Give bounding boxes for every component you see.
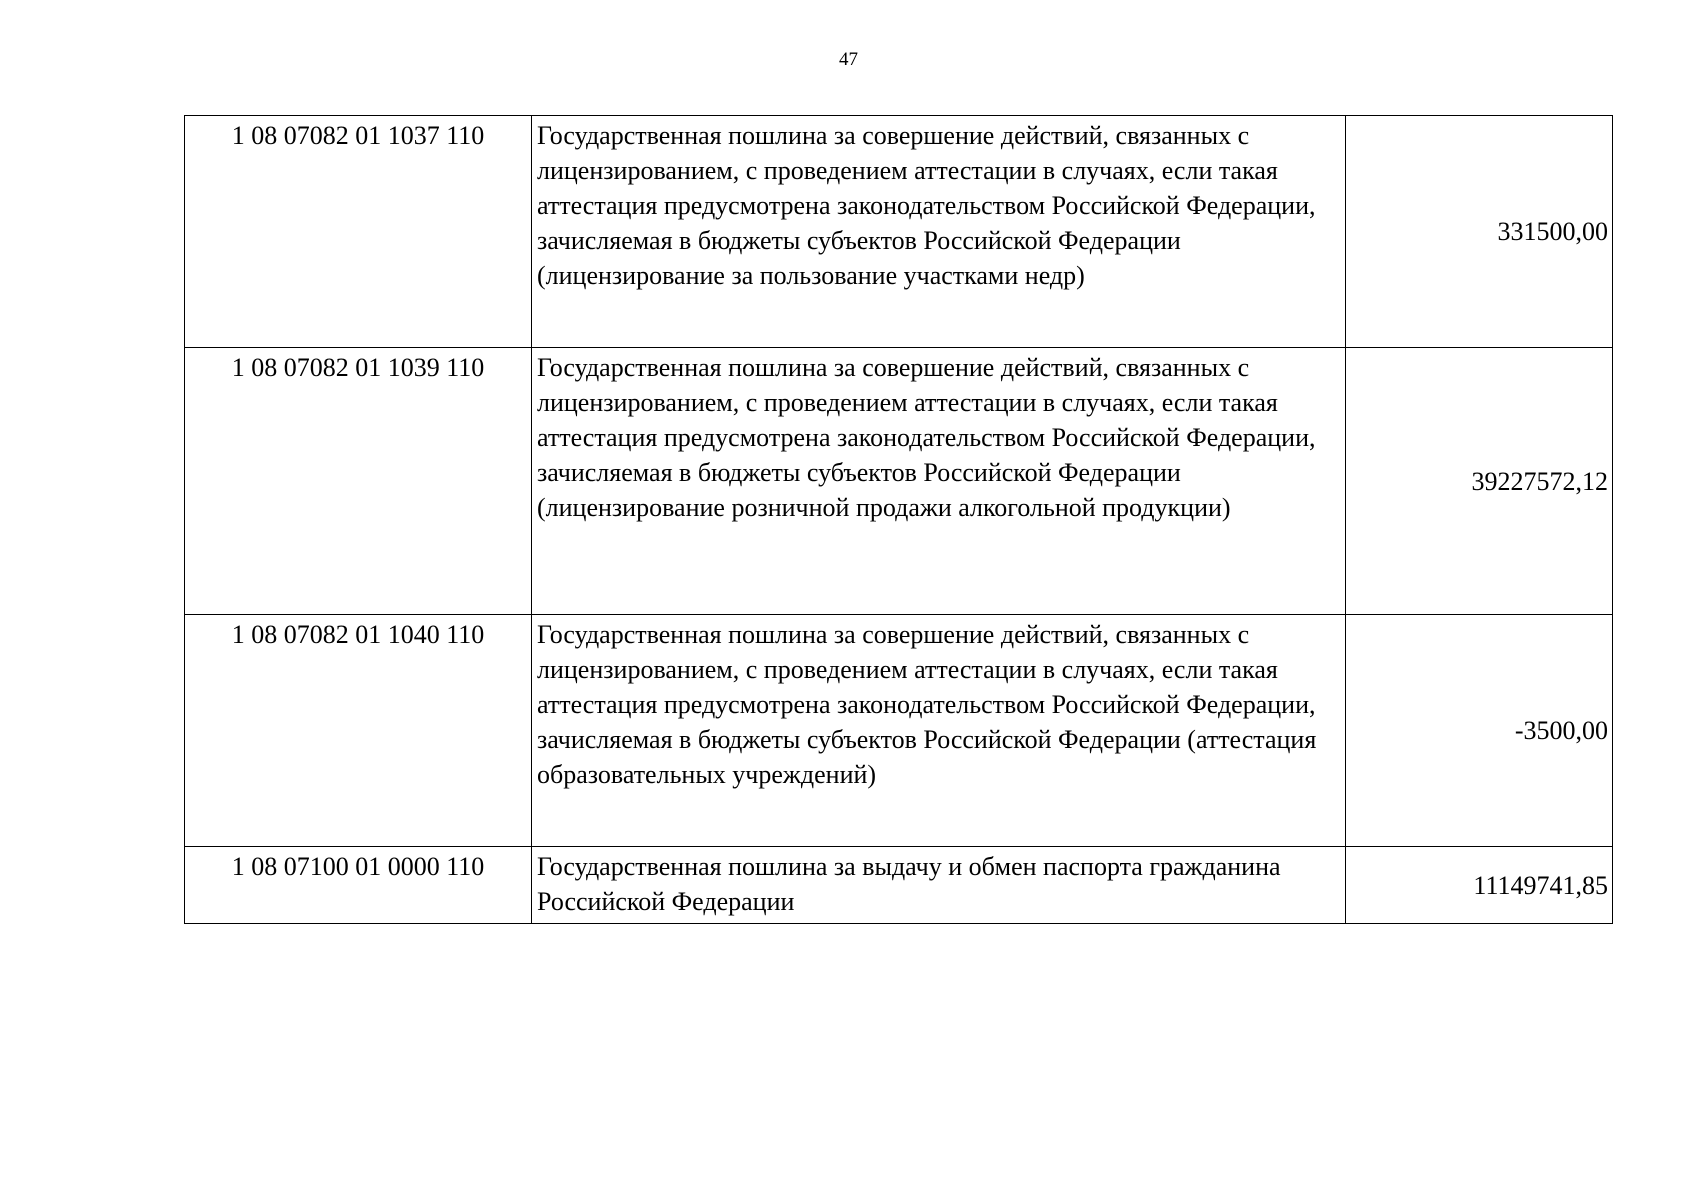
amount-cell: 39227572,12 [1346, 348, 1613, 615]
amount-cell: -3500,00 [1346, 615, 1613, 847]
table-row [185, 348, 1613, 615]
revenue-name-cell: Государственная пошлина за совершение действий, связанных с лицензированием, с проведением аттестации в случаях, если такая аттестация предусмотрена законодательством Российской Федерации, зачисляемая в бюджеты субъектов Российской Федерации (аттестация образовательных учреждений) [532, 615, 1346, 847]
table-row [185, 615, 1613, 847]
amount-cell: 331500,00 [1346, 116, 1613, 348]
budget-revenue-table [184, 115, 1613, 924]
revenue-name-cell: Государственная пошлина за совершение действий, связанных с лицензированием, с проведением аттестации в случаях, если такая аттестация предусмотрена законодательством Российской Федерации, зачисляемая в бюджеты субъектов Российской Федерации (лицензирование розничной продажи алкогольной продукции) [532, 348, 1346, 615]
budget-code-cell: 1 08 07082 01 1037 110 [185, 116, 532, 348]
amount-cell: 11149741,85 [1346, 847, 1613, 924]
page-number: 47 [839, 49, 858, 70]
budget-code-cell: 1 08 07082 01 1040 110 [185, 615, 532, 847]
budget-code-cell: 1 08 07082 01 1039 110 [185, 348, 532, 615]
table-row [185, 847, 1613, 924]
table-row [185, 116, 1613, 348]
revenue-name-cell: Государственная пошлина за выдачу и обмен паспорта гражданина Российской Федерации [532, 847, 1346, 924]
budget-code-cell: 1 08 07100 01 0000 110 [185, 847, 532, 924]
revenue-name-cell: Государственная пошлина за совершение действий, связанных с лицензированием, с проведением аттестации в случаях, если такая аттестация предусмотрена законодательством Российской Федерации, зачисляемая в бюджеты субъектов Российской Федерации (лицензирование за пользование участками недр) [532, 116, 1346, 348]
